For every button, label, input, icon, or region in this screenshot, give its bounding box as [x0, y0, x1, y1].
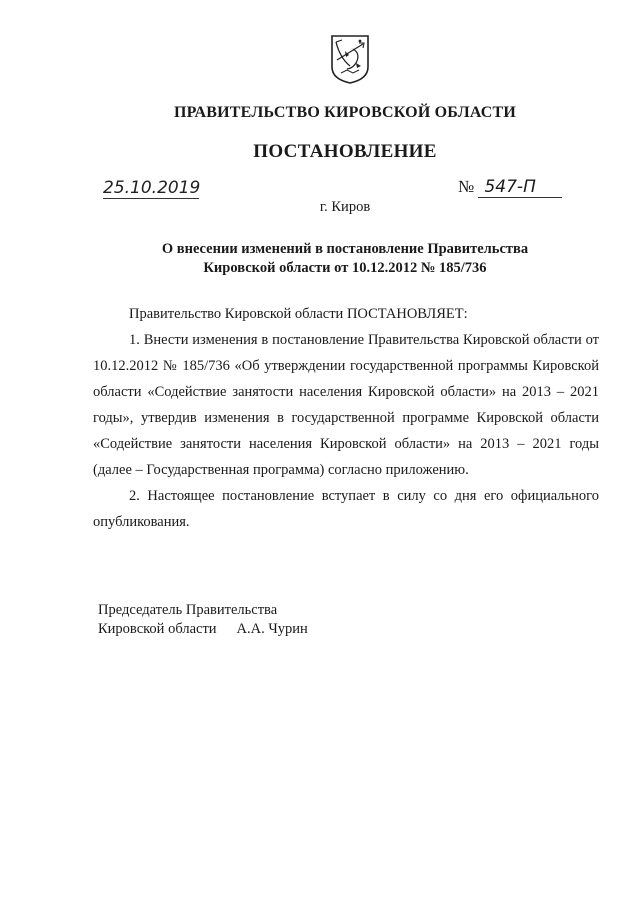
- kirov-coat-of-arms-icon: [329, 33, 371, 85]
- government-title: ПРАВИТЕЛЬСТВО КИРОВСКОЙ ОБЛАСТИ: [173, 104, 517, 121]
- signatory-region: Кировской области: [98, 621, 217, 637]
- subject-line-1: О внесении изменений в постановление Правительства: [161, 241, 529, 257]
- document-number: [458, 177, 562, 198]
- document-body: [93, 301, 599, 535]
- document-subject: [0, 240, 640, 278]
- number-value: 547-П: [478, 177, 562, 198]
- signature-block: [98, 601, 308, 639]
- signatory-position-line-1: Председатель Правительства: [98, 602, 278, 618]
- document-date: 25.10.2019: [103, 178, 201, 198]
- subject-line-2: Кировской области от 10.12.2012 № 185/736: [203, 260, 487, 276]
- number-sign: №: [458, 177, 475, 196]
- body-item-2: 2. Настоящее постановление вступает в силу со дня его официального опубликования.: [93, 488, 599, 530]
- signatory-name: А.А. Чурин: [236, 621, 308, 637]
- signatory-position-line-2: [98, 620, 308, 639]
- body-intro: Правительство Кировской области ПОСТАНОВЛЯЕТ:: [129, 306, 468, 322]
- city-line: г. Киров: [319, 199, 371, 215]
- body-item-1: 1. Внести изменения в постановление Правительства Кировской области от 10.12.2012 № 185/736 «Об утверждении государственной программы Кировской области «Содействие занятости населения Кировской области» на 2013 – 2021 годы», утвердив изменения в государственной программе Кировской области «Содействие занятости населения Кировской области» на 2013 – 2021 годы (далее – Государственная программа) согласно приложению.: [93, 332, 599, 478]
- document-type-title: ПОСТАНОВЛЕНИЕ: [253, 141, 437, 162]
